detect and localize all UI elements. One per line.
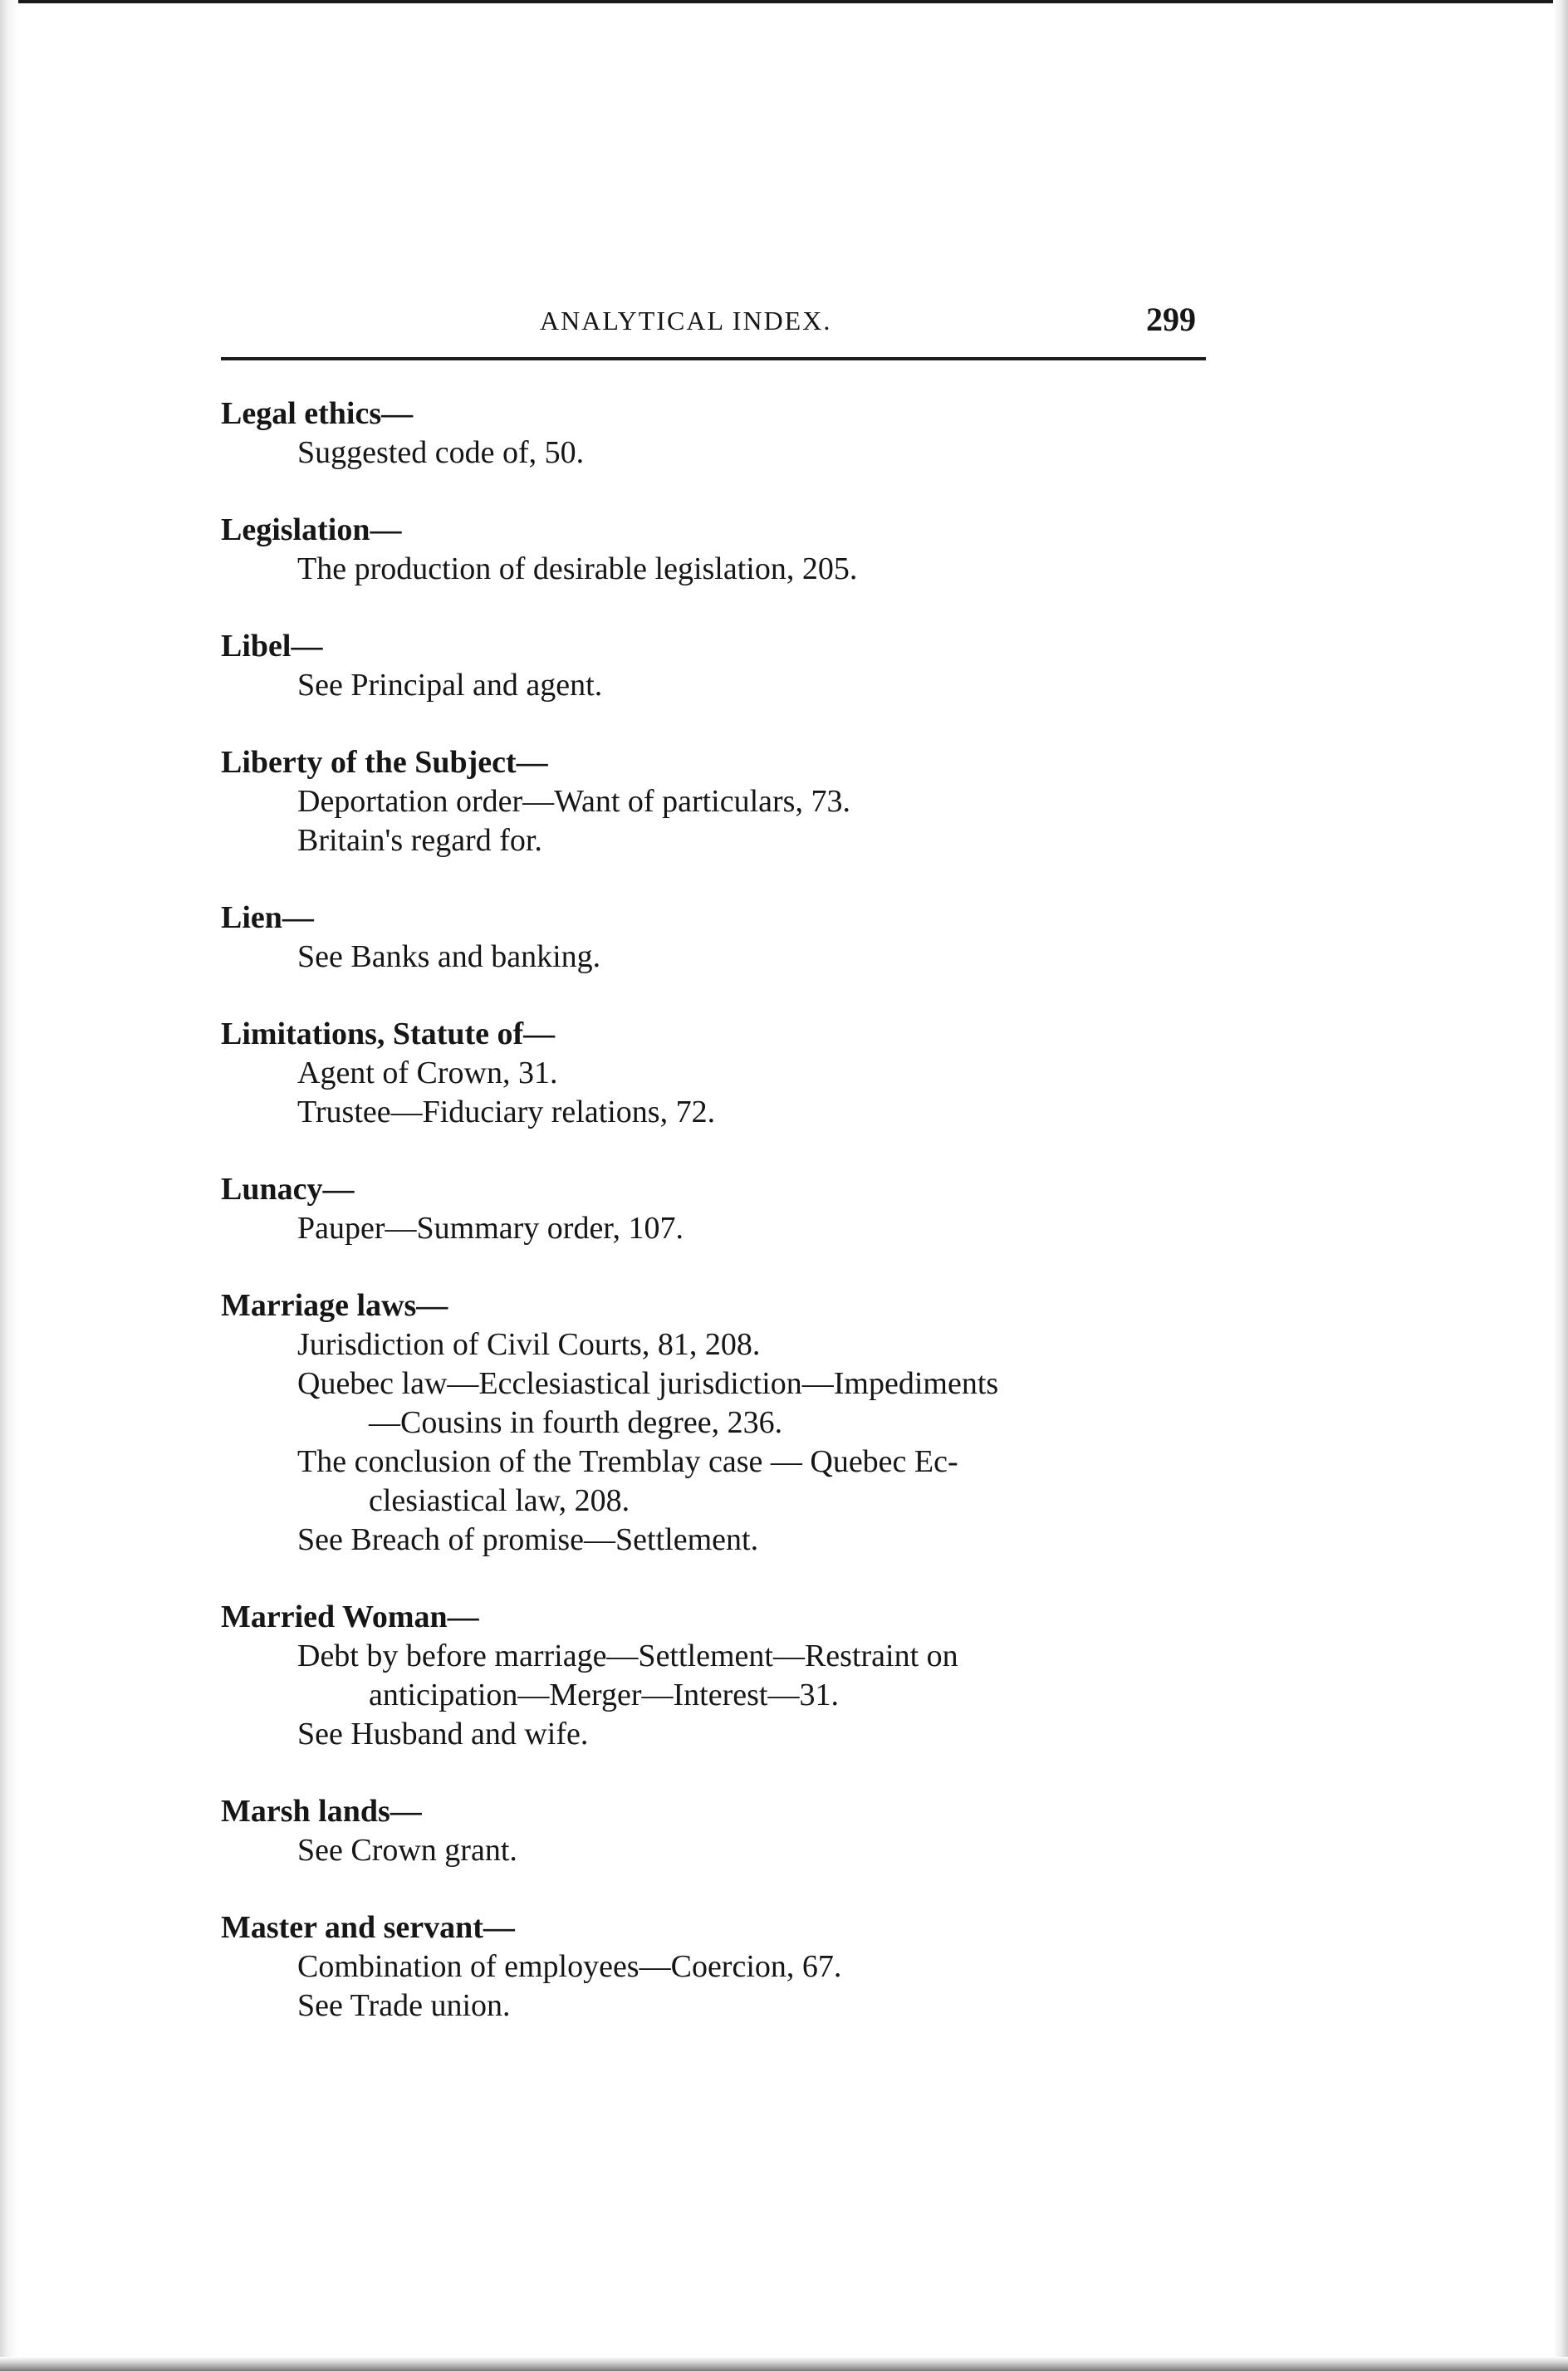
entry-line: See Principal and agent.	[297, 668, 603, 703]
scan-edge-left	[0, 0, 18, 2371]
index-entry-limitations-statute-of	[221, 1015, 1218, 1132]
entry-heading: Lien—	[221, 900, 314, 935]
entry-heading: Liberty of the Subject—	[221, 745, 548, 780]
entry-line-continuation: clesiastical law, 208.	[369, 1483, 630, 1518]
entry-heading: Lunacy—	[221, 1172, 355, 1207]
entry-heading: Marsh lands—	[221, 1794, 422, 1829]
entry-line: Agent of Crown, 31.	[297, 1056, 558, 1090]
index-entry-libel	[221, 627, 1218, 705]
index-entry-lunacy	[221, 1170, 1218, 1248]
page-number: 299	[1146, 301, 1196, 338]
entry-line: The conclusion of the Tremblay case — Quebec Ec-	[297, 1444, 958, 1479]
entry-line: See Banks and banking.	[297, 939, 601, 974]
entry-line: Deportation order—Want of particulars, 73.	[297, 784, 850, 819]
entry-line-continuation: —Cousins in fourth degree, 236.	[369, 1405, 783, 1440]
entry-line: See Breach of promise—Settlement.	[297, 1522, 759, 1557]
entry-heading: Master and servant—	[221, 1910, 515, 1945]
entry-heading: Limitations, Statute of—	[221, 1016, 556, 1051]
scan-edge-bottom	[0, 2357, 1568, 2371]
index-entry-legal-ethics	[221, 394, 1218, 473]
entry-line: Britain's regard for.	[297, 823, 542, 858]
index-entry-married-woman	[221, 1598, 1218, 1754]
index-entry-marriage-laws	[221, 1286, 1218, 1560]
index-body	[221, 394, 1218, 2064]
entry-heading: Legal ethics—	[221, 396, 414, 431]
scan-edge-top	[0, 0, 1568, 3]
entry-heading: Legislation—	[221, 512, 402, 547]
entry-line: See Husband and wife.	[297, 1717, 589, 1751]
index-entry-marsh-lands	[221, 1792, 1218, 1870]
header-rule	[221, 357, 1206, 360]
entry-line: See Crown grant.	[297, 1833, 517, 1868]
entry-line: The production of desirable legislation, 205.	[297, 551, 858, 586]
entry-heading: Married Woman—	[221, 1599, 479, 1634]
entry-heading: Libel—	[221, 629, 323, 664]
scan-edge-right	[1553, 0, 1568, 2371]
entry-line: Trustee—Fiduciary relations, 72.	[297, 1095, 716, 1129]
entry-line: See Trade union.	[297, 1988, 511, 2023]
entry-line: Combination of employees—Coercion, 67.	[297, 1949, 842, 1984]
entry-line: Jurisdiction of Civil Courts, 81, 208.	[297, 1327, 761, 1362]
running-head: ANALYTICAL INDEX.	[540, 306, 832, 336]
entry-line: Debt by before marriage—Settlement—Restraint on	[297, 1639, 958, 1673]
index-entry-lien	[221, 899, 1218, 977]
index-entry-legislation	[221, 511, 1218, 589]
entry-heading: Marriage laws—	[221, 1288, 448, 1323]
index-entry-master-and-servant	[221, 1908, 1218, 2026]
index-entry-liberty-of-the-subject	[221, 743, 1218, 860]
entry-line: Suggested code of, 50.	[297, 435, 585, 470]
entry-line-continuation: anticipation—Merger—Interest—31.	[369, 1678, 839, 1712]
entry-line: Pauper—Summary order, 107.	[297, 1211, 684, 1246]
entry-line: Quebec law—Ecclesiastical jurisdiction—Impediments	[297, 1366, 999, 1401]
